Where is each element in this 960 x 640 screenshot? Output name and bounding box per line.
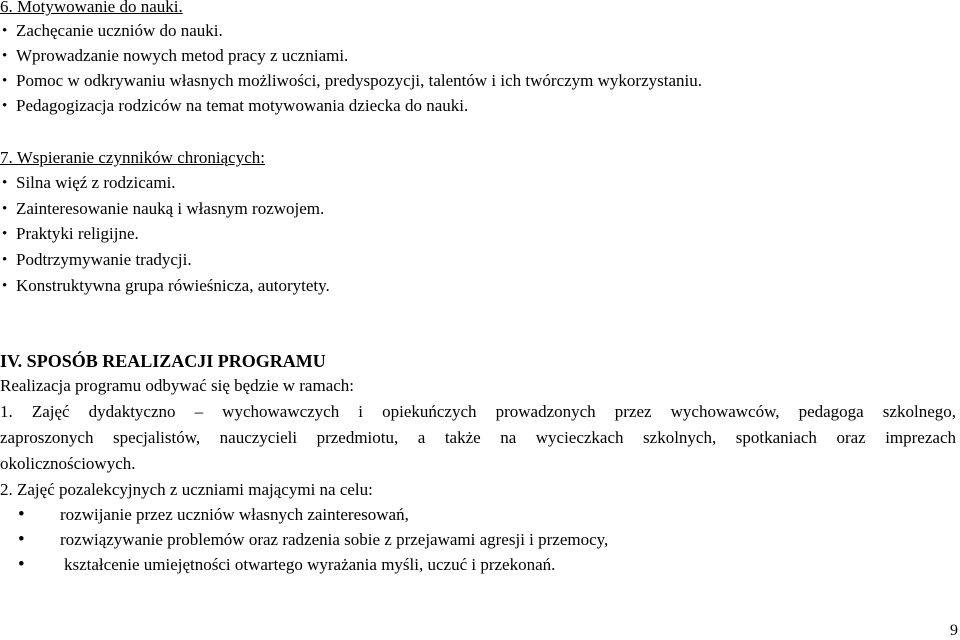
bullet-icon: • [2, 23, 8, 39]
bullet-icon: • [18, 504, 25, 525]
bullet-icon: • [2, 252, 8, 268]
bullet-icon: • [18, 554, 25, 575]
bullet-icon: • [2, 226, 8, 242]
bullet-icon: • [2, 48, 8, 64]
bullet-icon: • [18, 529, 25, 550]
bullet-icon: • [2, 98, 8, 114]
point-1-line-1: 1. Zajęć dydaktyczno – wychowawczych i opiekuńczych prowadzonych przez wychowawców, pedagoga szkolnego, [0, 402, 956, 421]
section-7-heading: 7. Wspieranie czynników chroniących: [0, 148, 265, 167]
point-2-heading: 2. Zajęć pozalekcyjnych z uczniami mającymi na celu: [0, 480, 373, 499]
bullet-icon: • [2, 73, 8, 89]
section-iv-heading: IV. SPOSÓB REALIZACJI PROGRAMU [0, 351, 326, 371]
bullet-icon: • [2, 201, 8, 217]
bullet-icon: • [2, 175, 8, 191]
section-iv-intro: Realizacja programu odbywać się będzie w ramach: [0, 376, 355, 395]
point-1-line-2: zaproszonych specjalistów, nauczycieli przedmiotu, a także na wycieczkach szkolnych, spotkaniach oraz imprezach [0, 428, 956, 447]
bullet-icon: • [2, 278, 8, 294]
document-page: 6. Motywowanie do nauki. • Zachęcanie uczniów do nauki. • Wprowadzanie nowych metod pracy z uczniami. • Pomoc w odkrywaniu własnych możliwości, predyspozycji, talentów i ich twórczym wykorzystaniu. • Pedagogizacja rodziców na temat motywowania dziecka do nauki. 7. Wspieranie czynników chroniących: • Silna więź z rodzicami. • Zainteresowanie nauką i własnym rozwojem. • Praktyki religijne. • Podtrzymywanie tradycji. • Konstruktywna grupa rówieśnicza, autorytety. IV. SPOSÓB REALIZACJI PROGRAMU Realizacja programu odbywać się będzie w ramach: 1. Zajęć dydaktyczno – wychowawczych i opiekuńczych prowadzonych przez wychowawców, pedagoga szkolnego, zaproszonych specjalistów, nauczycieli przedmiotu, a także na wycieczkach szkolnych, spotkaniach oraz imprezach okolicznościowych. 2. Zajęć pozalekcyjnych z uczniami mającymi na celu: • rozwijanie przez uczniów własnych zainteresowań, • rozwiązywanie problemów oraz radzenia sobie z przejawami agresji i przemocy, • kształcenie umiejętności otwartego wyrażania myśli, uczuć i przekonań. 9 [0, 0, 960, 639]
page-number: 9 [950, 622, 958, 639]
section-6-heading: 6. Motywowanie do nauki. [0, 0, 183, 16]
point-1-line-3: okolicznościowych. [0, 454, 136, 473]
